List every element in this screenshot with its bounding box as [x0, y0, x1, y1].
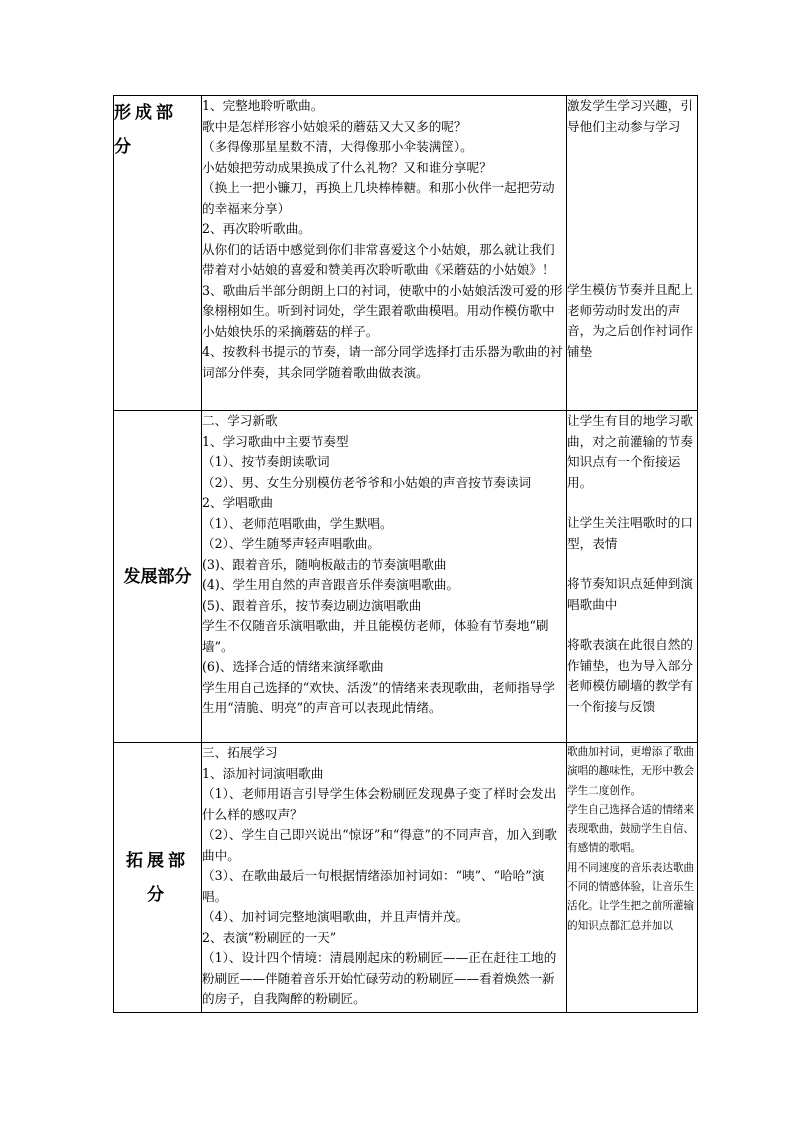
note-paragraph: 用不同速度的音乐表达歌曲不同的情感体验，让音乐生活化。让学生把之前所灌输的知识点都汇总并加以: [567, 861, 695, 932]
section-title-line: 分: [147, 884, 168, 905]
table-row-formation: [114, 96, 698, 411]
content-line: 4、按教科书提示的节奏，请一部分同学选择打击乐器为歌曲的衬词部分伴奏，其余同学随着歌曲做表演。: [202, 344, 563, 380]
content-line: 2、学唱歌曲: [202, 495, 273, 510]
content-line: (4)、学生用自然的声音跟音乐伴奏演唱歌曲。: [202, 577, 460, 592]
section-content-development: [202, 411, 567, 743]
section-title-line: 分: [114, 137, 135, 157]
section-notes-extension: [567, 743, 698, 1013]
content-line: 2、再次聆听歌曲。: [202, 221, 311, 236]
content-line: （2）、学生随琴声轻声唱歌曲。: [202, 536, 381, 551]
note-paragraph: 将节奏知识点延伸到演唱歌曲中: [567, 576, 693, 612]
section-notes-development: [567, 411, 698, 743]
content-line: 3、歌曲后半部分朗朗上口的衬词，使歌中的小姑娘活泼可爱的形象栩栩如生。听到衬词处，学生跟着歌曲模唱。用动作模仿歌中小姑娘快乐的采摘蘑菇的样子。: [202, 282, 563, 339]
content-line: (6)、选择合适的情绪来演绎歌曲: [202, 659, 384, 674]
note-paragraph: 让学生关注唱歌时的口型，表情: [567, 515, 693, 551]
content-line: （4）、加衬词完整地演唱歌曲，并且声情并茂。: [202, 909, 469, 924]
content-line: 2、表演“粉刷匠的一天”: [202, 929, 337, 945]
lesson-plan-table: [113, 95, 698, 1013]
section-content-formation: [202, 96, 567, 411]
content-line: (5)、跟着音乐，按节奏边刷边演唱歌曲: [202, 597, 422, 613]
section-title-extension: [114, 743, 202, 1013]
content-line: 三、拓展学习: [202, 745, 278, 760]
content-line: （1）、老师范唱歌曲，学生默唱。: [202, 515, 393, 531]
content-line: 1、学习歌曲中主要节奏型: [202, 433, 349, 449]
content-line: （3）、在歌曲最后一句根据情绪添加衬词如：“咦”、“哈哈”演唱。: [202, 868, 545, 904]
content-line: （1）、设计四个情境：清晨刚起床的粉刷匠——正在赶往工地的粉刷匠——伴随着音乐开始忙碌劳动的粉刷匠——看着焕然一新的房子，自我陶醉的粉刷匠。: [202, 950, 557, 1006]
content-line: 学生不仅随音乐演唱歌曲，并且能模仿老师，体验有节奏地“刷墙”。: [202, 618, 549, 654]
section-title-line: 形成部: [114, 103, 177, 123]
content-line: (3)、跟着音乐，随响板敲击的节奏演唱歌曲: [202, 556, 447, 572]
note-paragraph: 歌曲加衬词，更增添了歌曲演唱的趣味性，无形中教会学生二度创作。: [567, 746, 695, 797]
section-content-extension: [202, 743, 567, 1013]
content-line: 歌中是怎样形容小姑娘采的蘑菇又大又多的呢？: [202, 118, 467, 134]
note-paragraph: 将歌表演在此很自然的作铺垫，也为导入部分老师模仿刷墙的教学有一个衔接与反馈: [567, 637, 693, 714]
table-row-extension: [114, 743, 698, 1013]
content-line: （多得像那星星数不清，大得像那小伞装满筐）。: [202, 139, 473, 154]
content-line: （1）、老师用语言引导学生体会粉刷匠发现鼻子变了样时会发出什么样的感叹声？: [202, 786, 557, 822]
section-title-formation: [114, 96, 202, 411]
note-paragraph: 学生模仿节奏并且配上老师劳动时发出的声音，为之后创作衬词作铺垫: [567, 282, 693, 359]
table-row-development: [114, 411, 698, 743]
section-title-line: 发展部分: [123, 566, 192, 587]
content-line: 从你们的话语中感觉到你们非常喜爱这个小姑娘，那么就让我们带着对小姑娘的喜爱和赞美再次聆听歌曲《采蘑菇的小姑娘》！: [202, 241, 555, 277]
content-line: （换上一把小镰刀，再换上几块棒棒糖。和那小伙伴一起把劳动的幸福来分享）: [202, 180, 555, 216]
note-paragraph: 学生自己选择合适的情绪来表现歌曲，鼓励学生自信、有感情的歌唱。: [567, 803, 695, 855]
content-line: （2）、学生自己即兴说出“惊讶”和“得意”的不同声音，加入到歌曲中。: [202, 827, 557, 863]
note-paragraph: 激发学生学习兴趣，引导他们主动参与学习: [567, 98, 693, 134]
section-title-development: [114, 411, 202, 743]
content-line: 二、学习新歌: [202, 413, 278, 428]
content-line: （2）、男、女生分别模仿老爷爷和小姑娘的声音按节奏读词: [202, 474, 532, 490]
section-notes-formation: [567, 96, 698, 411]
content-line: 1、添加衬词演唱歌曲: [202, 765, 324, 781]
content-line: （1）、按节奏朗读歌词: [202, 454, 330, 469]
content-line: 1、完整地聆听歌曲。: [202, 98, 324, 113]
note-paragraph: 让学生有目的地学习歌曲，对之前灌输的节奏知识点有一个衔接运用。: [567, 413, 693, 490]
content-line: 学生用自己选择的“欢快、活泼”的情绪来表现歌曲，老师指导学生用“清脆、明亮”的声音可以表现此情绪。: [202, 679, 555, 715]
section-title-line: 拓展部: [126, 850, 189, 871]
content-line: 小姑娘把劳动成果换成了什么礼物？又和谁分享呢？: [202, 159, 492, 175]
